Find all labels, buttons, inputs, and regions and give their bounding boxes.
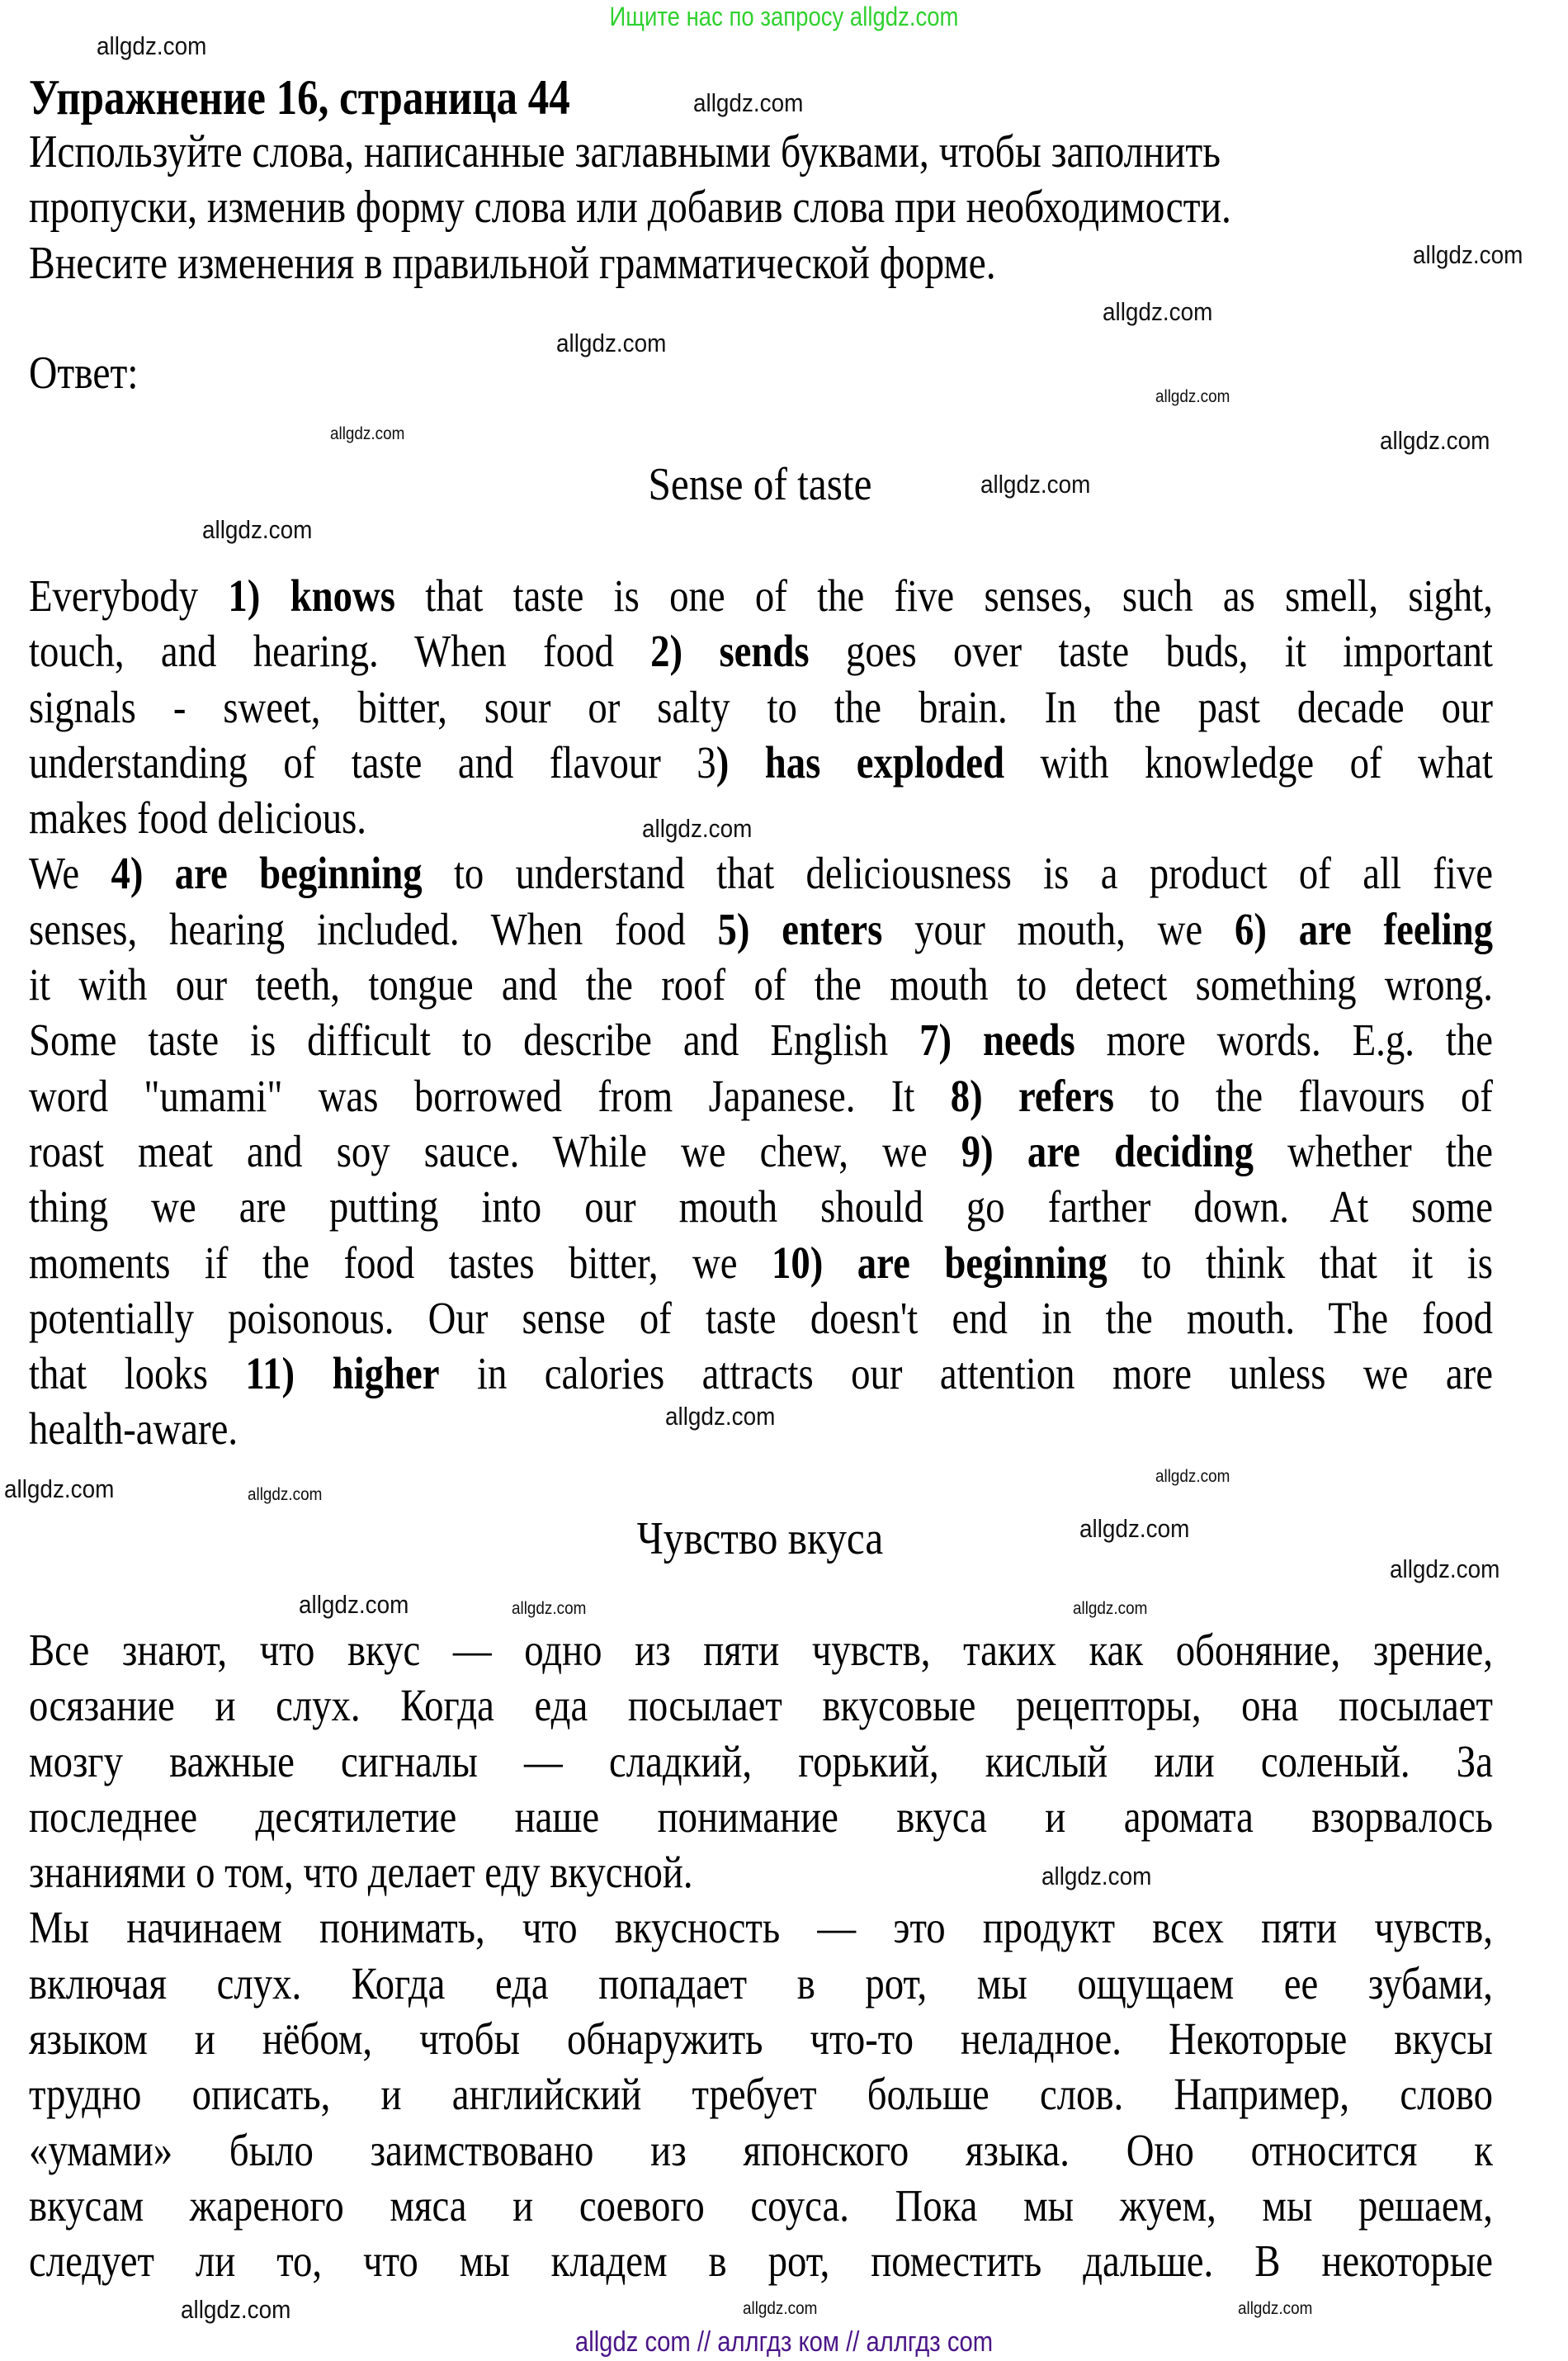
watermark: allgdz.com	[1103, 297, 1213, 326]
watermark: allgdz.com	[1155, 387, 1230, 406]
text-line	[29, 1179, 1493, 1234]
watermark: allgdz.com	[202, 515, 313, 544]
text-segment: включая слух. Когда еда попадает в рот, мы ощущаем ее зубами,	[29, 1957, 1493, 2009]
text-segment: thing we are putting into our mouth should go farther down. At some	[29, 1181, 1493, 1233]
answer-highlight: ) has exploded	[716, 736, 1005, 788]
text-segment: трудно описать, и английский требует больше слов. Например, слово	[29, 2069, 1493, 2120]
watermark: allgdz.com	[556, 329, 667, 357]
answer-highlight: 9) are deciding	[961, 1125, 1254, 1176]
text-line	[29, 1844, 693, 1900]
text-segment: to the flavours of	[1113, 1070, 1493, 1121]
watermark: allgdz.com	[743, 2299, 818, 2318]
answer-highlight: 11) higher	[245, 1348, 440, 1399]
text-segment: to understand that deliciousness is a product of all five	[422, 848, 1493, 899]
text-segment: in calories attracts our attention more unless we are	[439, 1348, 1493, 1399]
text-segment: Мы начинаем понимать, что вкусность — это продукт всех пяти чувств,	[29, 1902, 1493, 1953]
text-line	[29, 1956, 1493, 2011]
text-line	[29, 1290, 1493, 1346]
text-line	[29, 1734, 1493, 1789]
text-segment: potentially poisonous. Our sense of taste doesn't end in the mouth. The food	[29, 1292, 1493, 1343]
watermark: allgdz.com	[330, 424, 405, 443]
text-segment: that looks	[29, 1348, 246, 1399]
text-line	[29, 1068, 1493, 1124]
watermark: allgdz.com	[980, 470, 1091, 499]
text-segment: senses, hearing included. When food	[29, 903, 718, 954]
footer-links[interactable]: allgdz com // аллгдз ком // аллгдз com	[574, 2326, 994, 2358]
text-segment: осязание и слух. Когда еда посылает вкусовые рецепторы, она посылает	[29, 1680, 1493, 1731]
text-line	[29, 901, 1493, 957]
text-line	[29, 957, 1493, 1012]
text-segment: moments if the food tastes bitter, we	[29, 1237, 772, 1288]
watermark: allgdz.com	[665, 1402, 776, 1431]
text-segment: it with our teeth, tongue and the roof of the mouth to detect something wrong.	[29, 959, 1493, 1010]
watermark: allgdz.com	[512, 1599, 587, 1618]
text-segment: that taste is one of the five senses, such as smell, sight,	[394, 570, 1493, 621]
text-line	[29, 735, 1493, 790]
watermark: allgdz.com	[4, 1474, 115, 1503]
watermark: allgdz.com	[1079, 1514, 1190, 1543]
answer-label: Ответ:	[29, 348, 139, 399]
top-banner-link[interactable]: Ищите нас по запросу allgdz.com	[609, 2, 959, 31]
answer-highlight: 2) sends	[650, 626, 810, 677]
text-line	[29, 2066, 1493, 2122]
english-heading: Sense of taste	[648, 459, 872, 510]
text-line	[29, 2122, 1493, 2178]
text-segment: знаниями о том, что делает еду вкусной.	[29, 1847, 693, 1898]
text-line	[29, 2011, 1493, 2066]
text-line	[29, 568, 1493, 623]
text-segment: Everybody	[29, 570, 229, 621]
text-line	[29, 1789, 1493, 1844]
answer-highlight: 10) are beginning	[772, 1237, 1108, 1288]
text-line	[29, 1012, 1493, 1067]
watermark: allgdz.com	[1155, 1467, 1230, 1486]
english-text	[29, 568, 1493, 1457]
watermark: allgdz.com	[248, 1485, 323, 1504]
text-segment: последнее десятилетие наше понимание вкуса и аромата взорвалось	[29, 1791, 1493, 1842]
text-segment: with knowledge of what	[1004, 736, 1493, 788]
answer-highlight: 8) refers	[950, 1070, 1114, 1121]
text-segment: goes over taste buds, it important	[809, 626, 1493, 677]
text-line	[29, 2178, 1493, 2233]
russian-text	[29, 1622, 1493, 2289]
watermark: allgdz.com	[1073, 1599, 1148, 1618]
watermark: allgdz.com	[97, 31, 207, 60]
watermark: allgdz.com	[181, 2295, 291, 2324]
text-segment: understanding of taste and flavour 3	[29, 736, 716, 788]
watermark: allgdz.com	[299, 1590, 409, 1619]
text-line	[29, 679, 1493, 735]
text-segment: whether the	[1253, 1125, 1493, 1176]
text-segment: touch, and hearing. When food	[29, 626, 651, 677]
text-line	[29, 790, 366, 845]
answer-highlight: 5) enters	[717, 903, 883, 954]
text-line	[29, 1401, 238, 1456]
watermark: allgdz.com	[693, 88, 804, 117]
watermark: allgdz.com	[1041, 1862, 1152, 1890]
text-segment: «умами» было заимствовано из японского языка. Оно относится к	[29, 2124, 1493, 2175]
text-segment: signals - sweet, bitter, sour or salty to the brain. In the past decade our	[29, 681, 1493, 732]
text-line	[29, 623, 1493, 679]
text-line	[29, 2233, 1493, 2288]
text-segment: word "umami" was borrowed from Japanese. It	[29, 1070, 951, 1121]
text-segment: следует ли то, что мы кладем в рот, поместить дальше. В некоторые	[29, 2236, 1493, 2287]
instruction-line: пропуски, изменив форму слова или добавив слова при необходимости.	[29, 182, 1231, 233]
text-line	[29, 1622, 1493, 1677]
text-segment: мозгу важные сигналы — сладкий, горький, кислый или соленый. За	[29, 1735, 1493, 1786]
watermark: allgdz.com	[1380, 426, 1490, 455]
text-segment: вкусам жареного мяса и соевого соуса. Пока мы жуем, мы решаем,	[29, 2179, 1493, 2231]
instruction-line: Внесите изменения в правильной грамматической форме.	[29, 238, 996, 289]
answer-highlight: 6) are feeling	[1234, 903, 1493, 954]
instruction-line: Используйте слова, написанные заглавными буквами, чтобы заполнить	[29, 126, 1221, 177]
text-segment: языком и нёбом, чтобы обнаружить что-то неладное. Некоторые вкусы	[29, 2013, 1493, 2065]
text-segment: We	[29, 848, 111, 899]
watermark: allgdz.com	[642, 814, 753, 843]
text-line	[29, 1677, 1493, 1733]
text-line	[29, 1124, 1493, 1179]
answer-highlight: 4) are beginning	[111, 848, 423, 899]
text-segment: Все знают, что вкус — одно из пяти чувств, таких как обоняние, зрение,	[29, 1625, 1493, 1675]
watermark: allgdz.com	[1413, 240, 1523, 269]
text-line	[29, 845, 1493, 901]
text-segment: health-aware.	[29, 1403, 239, 1455]
watermark: allgdz.com	[1390, 1554, 1500, 1583]
text-segment: your mouth, we	[882, 903, 1235, 954]
watermark: allgdz.com	[1238, 2299, 1313, 2318]
text-segment: Some taste is difficult to describe and English	[29, 1015, 920, 1066]
text-line	[29, 1235, 1493, 1290]
text-segment: to think that it is	[1107, 1237, 1493, 1288]
answer-highlight: 1) knows	[228, 570, 395, 621]
exercise-title: Упражнение 16, страница 44	[29, 70, 570, 125]
russian-heading: Чувство вкуса	[636, 1513, 884, 1564]
text-segment: more words. E.g. the	[1074, 1015, 1493, 1066]
answer-highlight: 7) needs	[919, 1015, 1075, 1066]
text-segment: roast meat and soy sauce. While we chew, we	[29, 1125, 961, 1176]
text-line	[29, 1900, 1493, 1955]
text-line	[29, 1346, 1493, 1401]
text-segment: makes food delicious.	[29, 793, 366, 844]
